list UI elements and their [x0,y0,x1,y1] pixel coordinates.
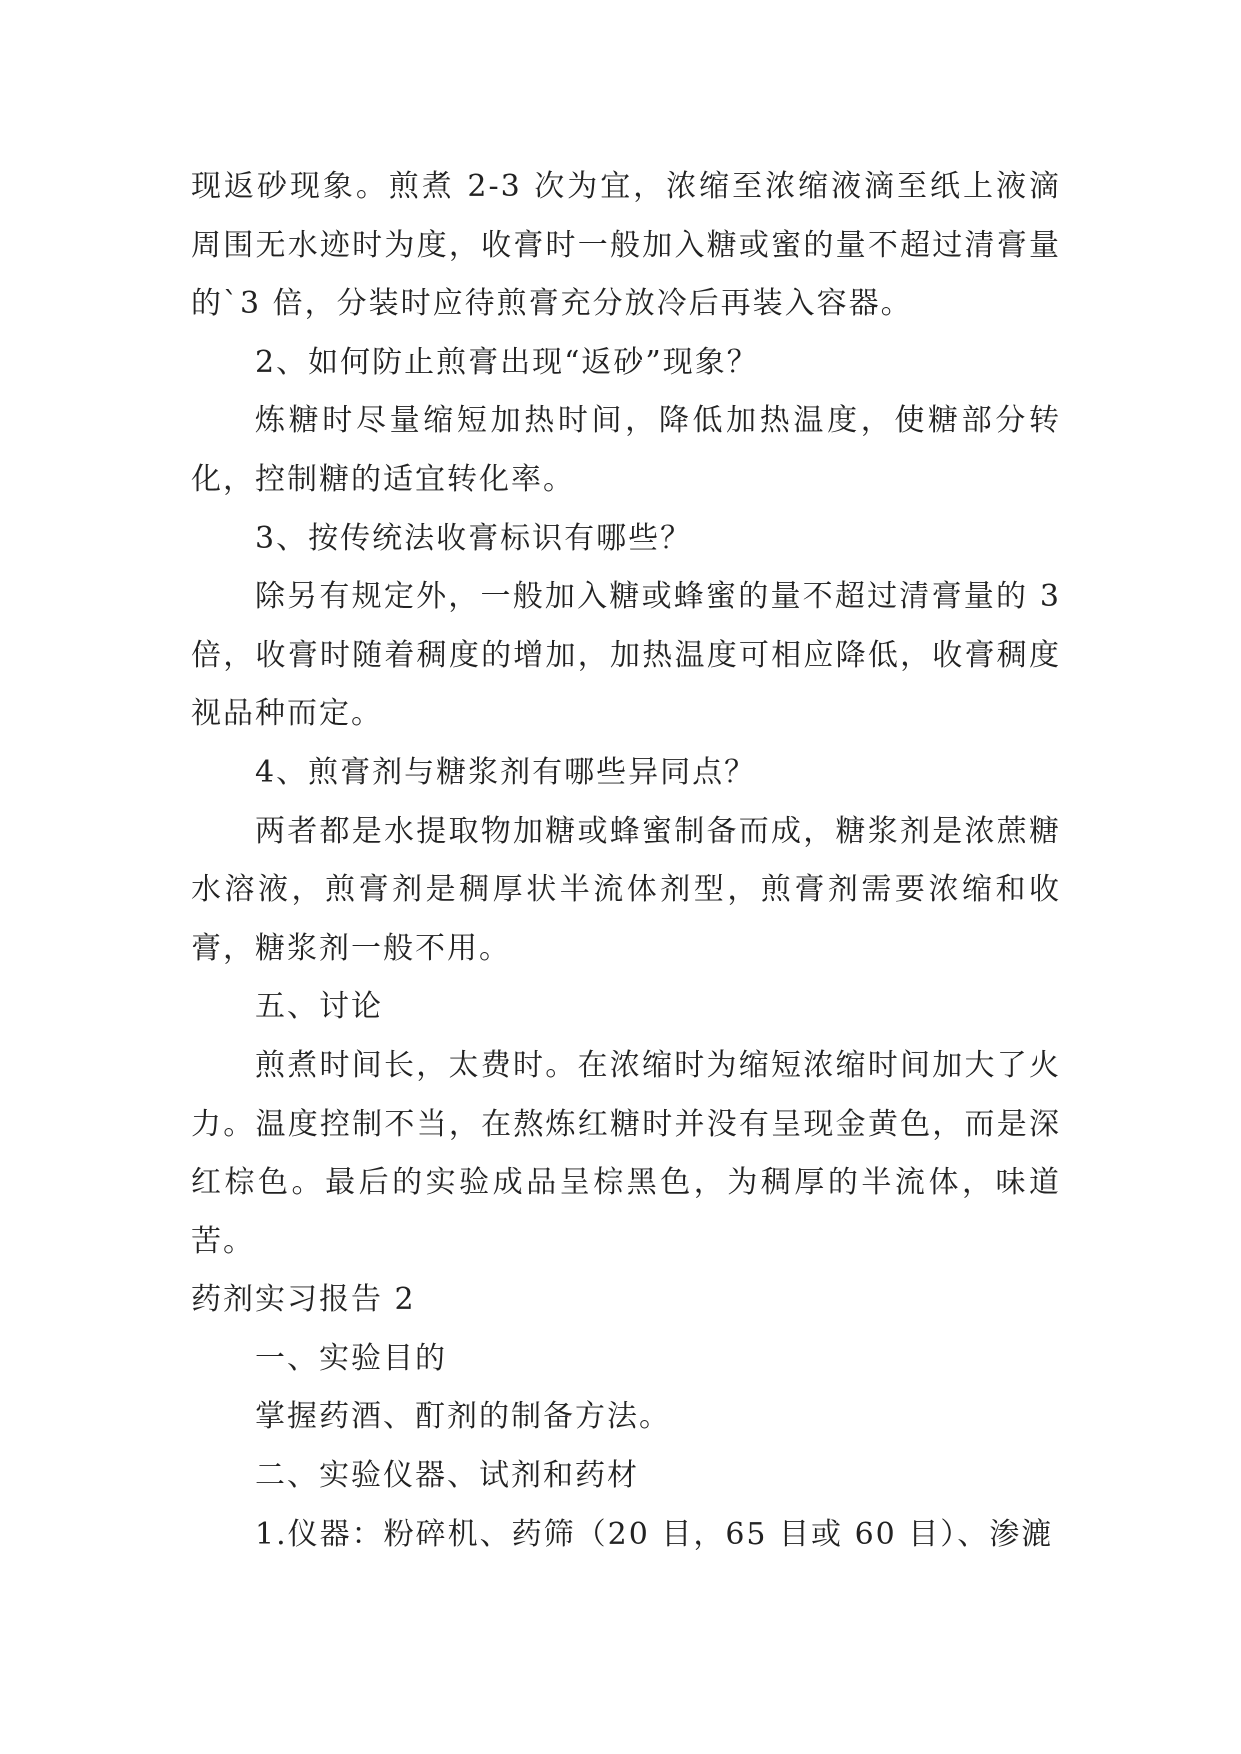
section-2-heading: 二、实验仪器、试剂和药材 [255,1458,639,1494]
discussion-paragraph: 煎煮时间长，太费时。在浓缩时为缩短浓缩时间加大了火力。温度控制不当，在熬炼红糖时并没有呈现金黄色，而是深红棕色。最后的实验成品呈棕黑色，为稠厚的半流体，味道苦。 [191,1047,1061,1259]
answer-4-paragraph: 两者都是水提取物加糖或蜂蜜制备而成，糖浆剂是浓蔗糖水溶液，煎膏剂是稠厚状半流体剂型，煎膏剂需要浓缩和收膏，糖浆剂一般不用。 [191,813,1061,966]
instruments-paragraph: 1.仪器：粉碎机、药筛（20 目，65 目或 60 目）、渗漉 [255,1516,1054,1552]
question-3-heading: 3、按传统法收膏标识有哪些？ [255,520,693,556]
section-5-heading: 五、讨论 [255,989,383,1025]
report-2-title: 药剂实习报告 2 [191,1282,416,1318]
paragraph-syrup-notes: 现返砂现象。煎煮 2-3 次为宜，浓缩至浓缩液滴至纸上液滴周围无水迹时为度，收膏时一般加入糖或蜜的量不超过清膏量的`3 倍，分装时应待煎膏充分放冷后再装入容器。 [191,169,1061,322]
answer-3-paragraph: 除另有规定外，一般加入糖或蜂蜜的量不超过清膏量的 3 倍，收膏时随着稠度的增加，加热温度可相应降低，收膏稠度视品种而定。 [191,579,1061,732]
question-2-heading: 2、如何防止煎膏出现“返砂”现象？ [255,344,759,380]
answer-2-paragraph: 炼糖时尽量缩短加热时间，降低加热温度，使糖部分转化，控制糖的适宜转化率。 [191,403,1061,497]
section-1-heading: 一、实验目的 [255,1340,447,1376]
question-4-heading: 4、煎膏剂与糖浆剂有哪些异同点？ [255,754,757,790]
objective-paragraph: 掌握药酒、酊剂的制备方法。 [255,1399,671,1435]
document-body [191,158,1061,1564]
